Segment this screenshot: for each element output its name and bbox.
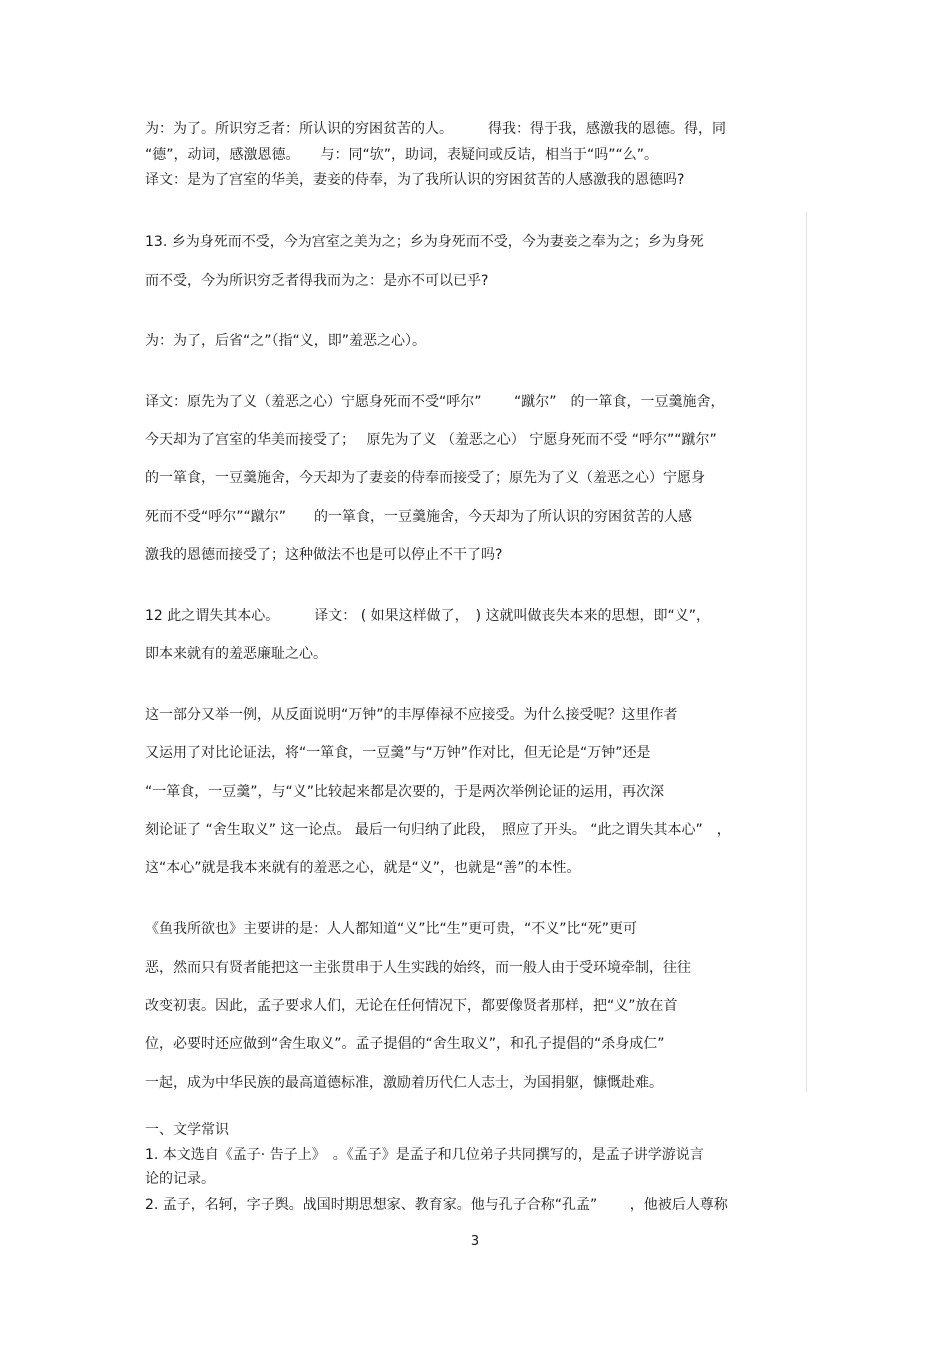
text-line: 死而不受“呼尔”“蹴尔” 的一箪食，一豆羹施舍，今天却为了所认识的穷困贫苦的人感	[145, 509, 693, 525]
text-line: 论的记录。	[145, 1171, 215, 1187]
text-line: 的一箪食，一豆羹施舍，今天却为了妻妾的侍奉而接受了；原先为了义（羞恶之心）宁愿身	[145, 470, 705, 486]
text-line: 改变初衷。因此，孟子要求人们，无论在任何情况下，都要像贤者那样，把“义”放在首	[145, 998, 678, 1014]
text-line: 即本来就有的羞恶廉耻之心。	[145, 646, 327, 662]
text-line: 位，必要时还应做到“舍生取义”。孟子提倡的“舍生取义”，和孔子提倡的“杀身成仁”	[145, 1036, 665, 1052]
section-heading: 一、文学常识	[145, 1122, 229, 1138]
text-line: 为：为了。所识穷乏者：所认识的穷困贫苦的人。 得我：得于我，感激我的恩德。得，同	[145, 121, 726, 137]
text-line: 12 此之谓失其本心。 译文： ( 如果这样做了， ) 这就叫做丧失本来的思想，即“义”，	[145, 608, 711, 624]
text-line: 而不受，今为所识穷乏者得我而为之：是亦不可以已乎?	[145, 273, 489, 289]
text-line: 今天却为了宫室的华美而接受了； 原先为了义 （羞恶之心） 宁愿身死而不受 “呼尔”“蹴尔”	[145, 432, 717, 448]
text-line: “德”，动词，感激恩德。 与：同“欤”，助词，表疑问或反诘，相当于“吗”“么”。	[145, 147, 659, 163]
text-line: 恶，然而只有贤者能把这一主张贯串于人生实践的始终，而一般人由于受环境牵制，往往	[145, 960, 691, 976]
text-line: 这一部分又举一例，从反面说明“万钟”的丰厚俸禄不应接受。为什么接受呢？这里作者	[145, 707, 678, 723]
text-line: 译文：原先为了义（羞恶之心）宁愿身死而不受“呼尔” “蹴尔” 的一箪食，一豆羹施舍，	[145, 394, 725, 410]
text-line: 激我的恩德而接受了；这种做法不也是可以停止不干了吗?	[145, 547, 503, 563]
text-line: 《鱼我所欲也》主要讲的是：人人都知道“义”比“生”更可贵，“不义”比“死”更可	[145, 921, 638, 937]
text-line: 这“本心”就是我本来就有的羞恶之心，就是“义”，也就是“善”的本性。	[145, 860, 581, 876]
margin-rule	[806, 212, 807, 1092]
text-line: 刻论证了 “舍生取义” 这一论点。 最后一句归纳了此段， 照应了开头。 “此之谓失其本心” ，	[145, 822, 731, 838]
text-line: 1. 本文选自《孟子· 告子上》 。《孟子》是孟子和几位弟子共同撰写的，是孟子讲学游说言	[145, 1147, 704, 1163]
page-number: 3	[470, 1234, 480, 1249]
text-line: 译文：是为了宫室的华美，妻妾的侍奉，为了我所认识的穷困贫苦的人感激我的恩德吗?	[145, 172, 685, 188]
text-line: “一箪食，一豆羹”，与“义”比较起来都是次要的，于是两次举例论证的运用，再次深	[145, 784, 665, 800]
text-line: 13. 乡为身死而不受，今为宫室之美为之；乡为身死而不受，今为妻妾之奉为之；乡为身死	[145, 234, 704, 250]
text-line: 一起，成为中华民族的最高道德标准，激励着历代仁人志士，为国捐躯，慷慨赴难。	[145, 1075, 663, 1091]
text-line: 为：为了，后省“之”（指“义，即”羞恶之心）。	[145, 333, 427, 349]
text-line: 又运用了对比论证法，将“一箪食，一豆羹”与“万钟”作对比，但无论是“万钟”还是	[145, 745, 651, 761]
text-line: 2. 孟子，名轲，字子舆。战国时期思想家、教育家。他与孔子合称“孔孟” ，他被后人尊称	[145, 1197, 728, 1213]
